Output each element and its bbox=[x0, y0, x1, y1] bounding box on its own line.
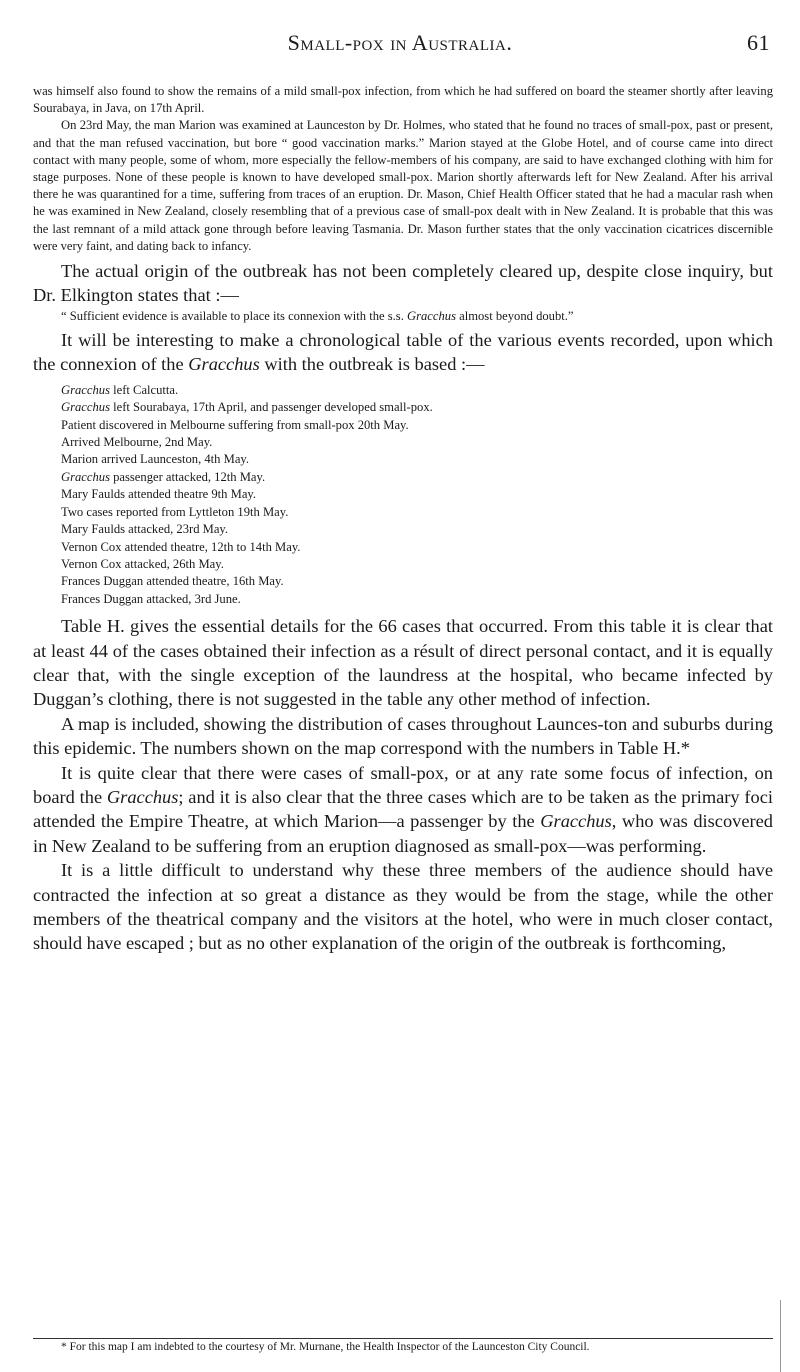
paragraph-origin: The actual origin of the outbreak has not been completely cleared up, despite close inquiry, but Dr. Elkington states that :— bbox=[33, 261, 773, 306]
quote-text-before: “ Sufficient evidence is available to place its connexion with the s.s. bbox=[61, 308, 407, 323]
chronology-entry bbox=[33, 382, 773, 399]
paragraph-marion-examination: On 23rd May, the man Marion was examined at Launceston by Dr. Holmes, who stated that he found no traces of small-pox, past or present, and that the man refused vaccination, but bore “ good vaccination marks.” Marion stayed at the Globe Hotel, and of course came into direct contact with many people, some of whom, more especially the fellow-members of his company, are said to have exchanged clothing with him for stage purposes. None of these people is known to have developed small-pox. Marion shortly afterwards left for New Zealand. After his arrival there he was quarantined for a time, suffering from traces of an eruption. Dr. Mason, Chief Health Officer stated that he had a macular rash when he was examined in New Zealand, closely resembling that of a previous case of small-pox dealt with in New Zealand. It is probable that this was the last remnant of a mild attack gone through before leaving Tasmania. Dr. Mason further states that the only vaccination cicatrices discernible were very faint, and dating back to infancy. bbox=[33, 118, 773, 253]
paragraph-map: A map is included, showing the distribution of cases throughout Launces-ton and suburbs during this epidemic. The numbers shown on the map correspond with the numbers in Table H.* bbox=[33, 713, 773, 759]
chronology-text: Frances Duggan attended theatre, 16th May. bbox=[61, 574, 284, 589]
focus-text-b: ; and it is also clear that the three cases which are to be taken as the primary foci attended the Empire Theatre, at which Marion—a passenger by the bbox=[33, 786, 773, 832]
footnote: * For this map I am indebted to the courtesy of Mr. Murnane, the Health Inspector of the Launceston City Council. bbox=[61, 1341, 590, 1353]
chronology-entry bbox=[33, 573, 773, 590]
paragraph-focus-of-infection bbox=[33, 761, 773, 859]
chronology-text: passenger attacked, 12th May. bbox=[109, 469, 266, 484]
paragraph-table-h: Table H. gives the essential details for the 66 cases that occurred. From this table it is clear that at least 44 of the cases obtained their infection as a résult of direct personal contact, and it is equally clear that, with the single exception of the laundress at the hospital, who became infected by Duggan’s clothing, there is not suggested in the table any other method of infection. bbox=[33, 616, 773, 710]
chronology-text: Marion arrived Launceston, 4th May. bbox=[61, 452, 250, 467]
chronology-text: Vernon Cox attacked, 26th May. bbox=[61, 556, 224, 571]
footnote-rule bbox=[33, 1338, 773, 1339]
chronological-table bbox=[33, 382, 773, 608]
focus-text-a: It is quite clear that there were cases of small-pox, or at any rate some focus of infection, on board the bbox=[33, 762, 773, 807]
paragraph-continued: was himself also found to show the remains of a mild small-pox infection, from which he had suffered on board the steamer shortly after leaving Sourabaya, in Java, on 17th April. bbox=[33, 84, 773, 116]
chronology-text: Patient discovered in Melbourne suffering from small-pox 20th May. bbox=[61, 417, 409, 432]
chronology-ship: Gracchus bbox=[61, 382, 110, 397]
quote-ship-name: Gracchus bbox=[407, 308, 456, 323]
chronology-ship: Gracchus bbox=[61, 400, 110, 415]
chronology-text: left Sourabaya, 17th April, and passenger developed small-pox. bbox=[109, 400, 433, 415]
chronology-text: Mary Faulds attended theatre 9th May. bbox=[61, 487, 257, 502]
margin-line bbox=[780, 1300, 781, 1372]
running-title: Small-pox in Australia. bbox=[287, 30, 513, 55]
quotation-elkington bbox=[33, 308, 773, 325]
chronology-entry bbox=[33, 521, 773, 538]
chronology-entry bbox=[33, 591, 773, 608]
page-number: 61 bbox=[747, 30, 770, 55]
chronology-entry bbox=[33, 399, 773, 416]
chronology-text: Two cases reported from Lyttleton 19th May. bbox=[61, 504, 289, 519]
paragraph-chronology-intro bbox=[33, 328, 773, 377]
chronology-intro-ship: Gracchus bbox=[188, 354, 260, 375]
paragraph-difficulty: It is a little difficult to understand why these three members of the audience should have contracted the infection at so great a distance as they would be from the stage, while the other members of the theatrical company and the visitors at the hotel, who were in much closer contact, should have escaped ; but as no other explanation of the origin of the outbreak is forthcoming, bbox=[33, 860, 773, 954]
focus-ship-1: Gracchus bbox=[106, 786, 179, 807]
chronology-entry bbox=[33, 556, 773, 573]
chronology-text: Frances Duggan attacked, 3rd June. bbox=[61, 591, 241, 606]
chronology-entry bbox=[33, 434, 773, 451]
chronology-intro-before: It will be interesting to make a chronological table of the various events recorded, upon which the connexion of the bbox=[33, 330, 773, 375]
chronology-entry bbox=[33, 504, 773, 521]
chronology-text: Arrived Melbourne, 2nd May. bbox=[61, 435, 213, 450]
chronology-text: Mary Faulds attacked, 23rd May. bbox=[61, 522, 229, 537]
chronology-text: Vernon Cox attended theatre, 12th to 14th May. bbox=[61, 539, 301, 554]
focus-ship-2: Gracchus bbox=[540, 811, 612, 832]
chronology-entry bbox=[33, 451, 773, 468]
focus-text-c: , who was discovered in New Zealand to be suffering from an eruption diagnosed as small-pox—was performing. bbox=[33, 811, 773, 856]
chronology-entry bbox=[33, 469, 773, 486]
chronology-entry bbox=[33, 539, 773, 556]
chronology-intro-after: with the outbreak is based :— bbox=[259, 354, 485, 375]
body-text bbox=[33, 83, 773, 956]
quote-text-after: almost beyond doubt.” bbox=[455, 308, 574, 323]
chronology-text: left Calcutta. bbox=[109, 382, 179, 397]
chronology-ship: Gracchus bbox=[61, 469, 110, 484]
chronology-entry bbox=[33, 417, 773, 434]
chronology-entry bbox=[33, 486, 773, 503]
